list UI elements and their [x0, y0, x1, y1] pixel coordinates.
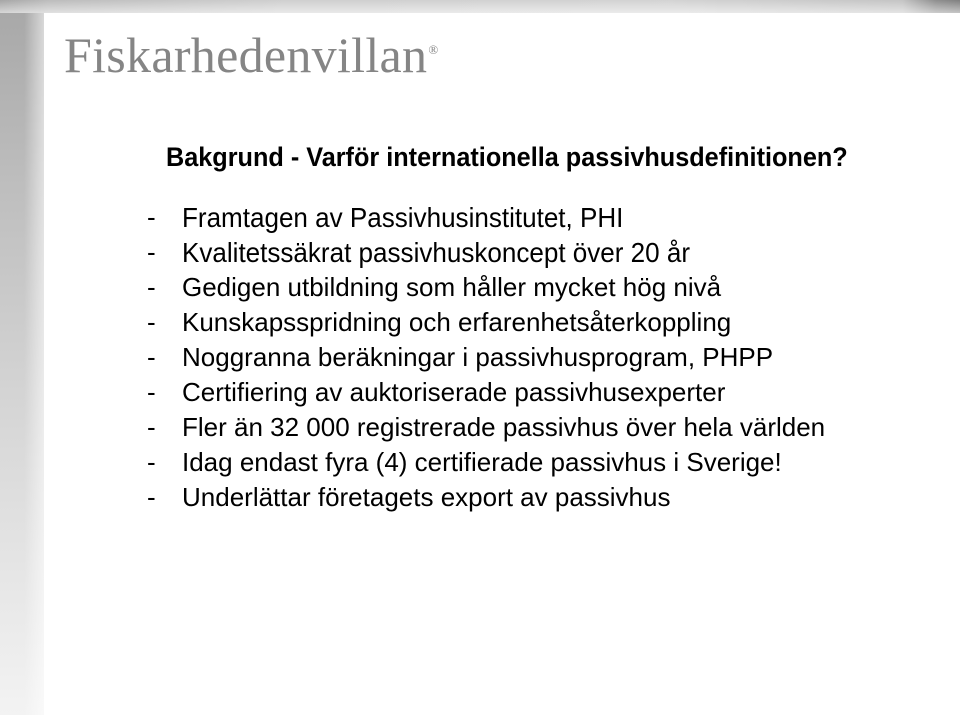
bullet-item: [0, 375, 960, 410]
bullet-item: [0, 445, 960, 480]
bullet-text: Certifiering av auktoriserade passivhusexperter: [182, 377, 726, 407]
bullet-dash: -: [147, 447, 156, 477]
bullet-item: [0, 305, 960, 340]
bullet-text: Framtagen av Passivhusinstitutet, PHI: [182, 202, 624, 233]
bullet-dash: -: [147, 482, 156, 512]
bullet-item: [0, 340, 960, 375]
bullet-item: [0, 480, 960, 515]
bullet-text: Underlättar företagets export av passivhus: [182, 482, 671, 512]
bullet-dash: -: [147, 237, 156, 267]
bullet-item: [0, 270, 960, 305]
logo-wordmark: Fiskarhedenvillan: [64, 27, 428, 83]
registered-trademark-mark: ®: [428, 42, 439, 57]
bullet-text: Fler än 32 000 registrerade passivhus över hela världen: [182, 412, 826, 442]
bullet-dash: -: [147, 307, 156, 337]
bullet-dash: -: [147, 377, 156, 407]
bullet-dash: -: [147, 202, 156, 232]
bullet-text: Kvalitetssäkrat passivhuskoncept över 20 år: [182, 237, 691, 268]
company-logo: [64, 27, 439, 83]
bullet-text: Kunskapsspridning och erfarenhetsåterkoppling: [182, 307, 732, 337]
bullet-dash: -: [147, 272, 156, 302]
bullet-item: [0, 200, 960, 235]
bullet-text: Idag endast fyra (4) certifierade passivhus i Sverige!: [182, 447, 782, 477]
bullet-dash: -: [147, 342, 156, 372]
slide-frame-top: [0, 0, 960, 13]
bullet-item: [0, 235, 960, 270]
bullet-item: [0, 410, 960, 445]
bullet-text: Gedigen utbildning som håller mycket hög nivå: [182, 272, 722, 302]
bullet-list: [0, 200, 960, 515]
slide-title: Bakgrund - Varför internationella passivhusdefinitionen?: [166, 142, 848, 172]
bullet-dash: -: [147, 412, 156, 442]
bullet-text: Noggranna beräkningar i passivhusprogram, PHPP: [182, 342, 774, 372]
